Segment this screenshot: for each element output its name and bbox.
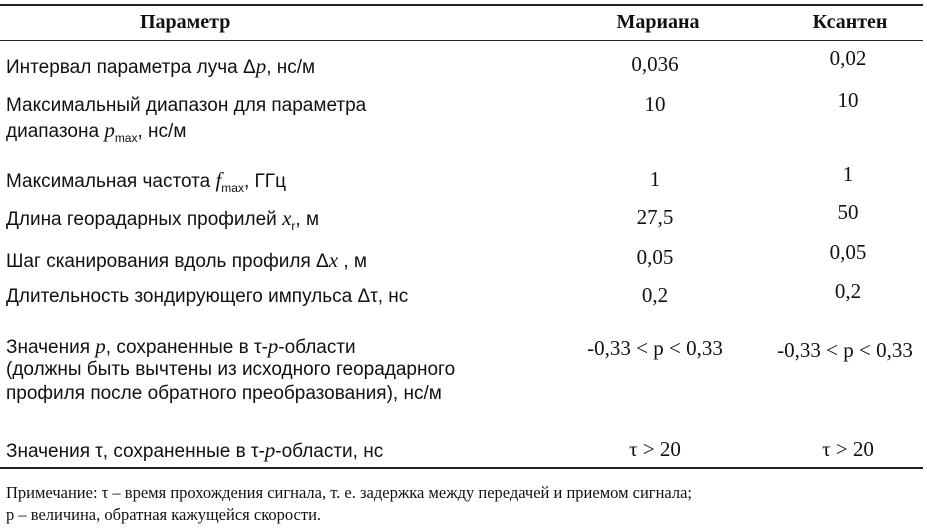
table-cell-xanten: 0,2 (834, 279, 862, 303)
table-row-label-cont: профиля после обратного преобразования), нс/м (6, 383, 442, 404)
table-row-label: Шаг сканирования вдоль профиля Δx , м (6, 248, 367, 272)
table-row-label: Значения τ, сохраненные в τ-p-области, нс (6, 438, 384, 462)
table-note-line2: p – величина, обратная кажущейся скорости. (6, 505, 322, 524)
table-row-label: Максимальная частота $f_{max}$, ГГц (6, 168, 286, 195)
table-cell-mariana: 0,05 (636, 245, 674, 269)
header-mariana: Мариана (616, 11, 700, 33)
table-cell-mariana: -0,33 < p < 0,33 (587, 336, 723, 360)
table-row-label: Длительность зондирующего импульса Δτ, нс (6, 286, 409, 307)
table-row-label: Длина георадарных профилей $x_r$, м (6, 206, 320, 233)
table-cell-xanten: 50 (837, 200, 859, 224)
table-cell-mariana: 0,036 (631, 52, 679, 76)
table-row-label: Значения p, сохраненные в τ-p-области (6, 334, 356, 358)
header-param: Параметр (140, 11, 231, 33)
header-xanten: Ксантен (812, 11, 888, 33)
table-cell-xanten: 1 (842, 162, 854, 186)
table-cell-xanten: 0,02 (829, 46, 867, 70)
table-bottom-rule (0, 467, 923, 469)
table-row-label-cont: диапазона $p_{max}$, нс/м (6, 118, 187, 145)
table-row-label: Интервал параметра луча Δp, нс/м (6, 54, 316, 78)
table-cell-mariana: 0,2 (641, 283, 669, 307)
header-rule (0, 40, 923, 41)
table-cell-mariana: τ > 20 (629, 437, 681, 461)
table-cell-mariana: 1 (649, 167, 661, 191)
table-cell-mariana: 27,5 (636, 205, 674, 229)
table-row-label-cont: (должны быть вычтены из исходного георадарного (6, 359, 456, 380)
table-note-line1: Примечание: τ – время прохождения сигнала, т. е. задержка между передачей и приемом сигнала; (6, 483, 693, 502)
table-cell-mariana: 10 (644, 92, 666, 116)
table-row-label: Максимальный диапазон для параметра (6, 95, 367, 116)
table-cell-xanten: 0,05 (829, 240, 867, 264)
table-cell-xanten: 10 (837, 88, 859, 112)
table-top-rule (0, 4, 923, 6)
table-cell-xanten: τ > 20 (822, 437, 874, 461)
table-cell-xanten: -0,33 < p < 0,33 (777, 338, 913, 362)
